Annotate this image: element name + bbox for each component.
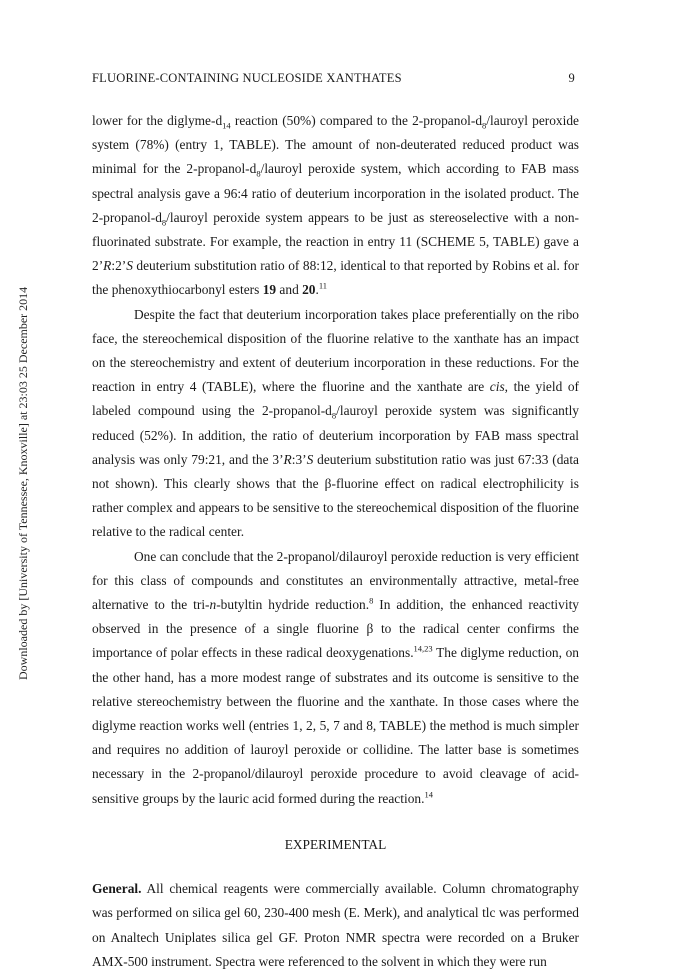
paragraph-3 [92, 545, 579, 811]
download-watermark: Downloaded by [University of Tennessee, Knoxville] at 23:03 25 December 2014 [16, 286, 30, 680]
text-run: All chemical reagents were commercially available. Column chromatography was performed on silica gel 60, 230-400 mesh (E. Merk), and analytical tlc was performed on Analtech Uniplates silica gel GF. Proton NMR spectra were recorded on a Bruker AMX-500 instrument. Spectra were referenced to the solvent in which they were run [92, 881, 579, 969]
subscript: 8 [256, 169, 261, 180]
italic-text: R [283, 451, 292, 467]
italic-text: n [209, 597, 217, 613]
compound-number: 19 [262, 282, 277, 298]
text-run: :2’ [111, 258, 127, 274]
text-run: reaction (50%) compared to the 2-propanol-d [230, 113, 483, 128]
text-run: deuterium substitution ratio was just 67:33 (data not shown). This clearly shows that the β-fluorine effect on radical electrophilicity is rather complex and appears to be sensitive to the stereochemical disposition of the fluorine relative to the radical center. [92, 451, 579, 540]
text-run: . [315, 282, 319, 298]
text-run: -butyltin hydride reduction. [216, 597, 370, 613]
text-run: Despite the fact that deuterium incorporation takes place preferentially on the ribo face, the stereochemical disposition of the fluorine relative to the xanthate has an impact on the stereochemistry and extent of deuterium incorporation in these reductions. For the reaction in entry 4 (TABLE), where the fluorine and the xanthate are [92, 306, 579, 395]
text-run: In addition, the enhanced reactivity observed in the presence of a single fluorine β to the radical center confirms the importance of polar effects in these radical deoxygenations. [92, 597, 579, 661]
italic-text: R [103, 258, 112, 274]
section-heading-experimental: EXPERIMENTAL [284, 836, 387, 852]
text-run: /lauroyl peroxide system, which according to FAB mass spectral analysis gave a 96:4 ratio of deuterium incorporation in the isolated product. The 2-propanol-d [92, 161, 579, 225]
text-run: /lauroyl peroxide system was significantly reduced (52%). In addition, the ratio of deuterium incorporation by FAB mass spectral analysis was only 79:21, and the 3’ [92, 403, 579, 467]
text-run: deuterium substitution ratio of 88:12, identical to that reported by Robins et al. for the phenoxythiocarbonyl esters [92, 258, 579, 298]
running-title: FLUORINE-CONTAINING NUCLEOSIDE XANTHATES [92, 71, 402, 85]
compound-number: 20 [302, 282, 316, 298]
page-number: 9 [568, 71, 575, 85]
text-run: One can conclude that the 2-propanol/dilauroyl peroxide reduction is very efficient for this class of compounds and constitutes an environmentally attractive, metal-free alternative to the tri- [92, 548, 579, 613]
text-run: :3’ [291, 451, 307, 467]
subscript: 8 [482, 120, 487, 131]
article-body [92, 109, 579, 974]
paragraph-1 [92, 109, 579, 303]
text-run: The diglyme reduction, on the other hand, has a more modest range of substrates and its outcome is sensitive to the relative stereochemistry between the fluorine and the xanthate. In those cases where the diglyme reaction works well (entries 1, 2, 5, 7 and 8, TABLE) the method is much simpler and requires no addition of lauroyl peroxide or collidine. The latter base is sometimes necessary in the 2-propanol/dilauroyl peroxide procedure to avoid cleavage of acid-sensitive groups by the lauric acid formed during the reaction. [92, 645, 579, 806]
paragraph-lead: General. [92, 881, 142, 897]
text-run: , the yield of labeled compound using the 2-propanol-d [92, 379, 580, 419]
text-run: /lauroyl peroxide system (78%) (entry 1, TABLE). The amount of non-deuterated reduced product was minimal for the 2-propanol-d [92, 113, 579, 177]
subscript: 14 [222, 120, 231, 131]
subscript: 8 [331, 411, 337, 422]
citation-superscript: 8 [369, 595, 374, 606]
text-run: and [276, 282, 303, 298]
paragraph-4 [92, 877, 579, 974]
italic-text: S [306, 451, 314, 467]
citation-superscript: 11 [318, 280, 328, 291]
citation-superscript: 14 [424, 789, 433, 800]
italic-text: S [126, 258, 133, 274]
italic-text: cis [489, 379, 505, 395]
subscript: 8 [161, 217, 167, 228]
paragraph-2 [92, 303, 579, 545]
text-run: /lauroyl peroxide system appears to be just as stereoselective with a non-fluorinated substrate. For example, the reaction in entry 11 (SCHEME 5, TABLE) gave a 2’ [92, 209, 579, 274]
text-run: lower for the diglyme-d [92, 113, 223, 128]
citation-superscript: 14,23 [413, 644, 433, 654]
